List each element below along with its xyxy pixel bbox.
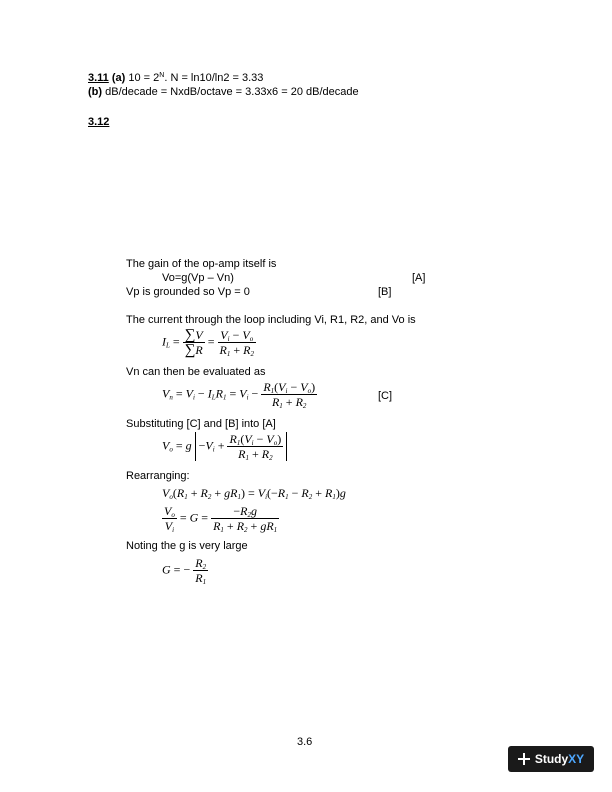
vp-grounded: Vp is grounded so Vp = 0 — [126, 286, 250, 298]
studyxy-badge[interactable] — [508, 746, 594, 772]
part-a-prefix: 10 = 2 — [128, 72, 160, 84]
part-a-rest: . N = ln10/ln2 = 3.33 — [164, 72, 264, 84]
rearranging: Rearranging: — [126, 470, 190, 482]
rearranged-equation: $V_o(R_1 + R_2 + gR_1) = V_i(-R_1 - R_2 + R_1)g$ — [162, 486, 346, 501]
brand-label: StudyXY — [534, 752, 585, 766]
tag-a: [A] — [412, 272, 426, 284]
current-equation: $I_L$ = $\frac{\sum V}{\sum R}$ = $\frac{V_i - V_o}{R_1 + R_2}$ — [162, 327, 254, 358]
problem-number: 3.11 — [88, 72, 109, 84]
vn-intro: Vn can then be evaluated as — [126, 366, 266, 378]
part-b-text: dB/decade = NxdB/octave = 3.33x6 = 20 dB/decade — [105, 86, 359, 98]
gain-equation: Vo=g(Vp – Vn) — [162, 272, 234, 284]
gain-intro: The gain of the op-amp itself is — [126, 258, 277, 270]
problem-3-11-line-a — [88, 72, 263, 84]
page-number: 3.6 — [297, 736, 313, 748]
plus-icon — [518, 753, 530, 765]
substituted-equation: $V_o = g -V_i$ + $\frac{R_1(V_i - V_o)}{R_1 + R_2}$ — [162, 432, 287, 461]
part-a-sup: N — [159, 72, 165, 79]
problem-3-11-line-b — [88, 86, 359, 98]
noting: Noting the g is very large — [126, 540, 248, 552]
gain-G-equation: $\frac{V_o}{V_i}$ = G = $\frac{-R_2g}{R_1 + R_2 + gR_1}$ — [164, 504, 278, 534]
part-a-label: (a) — [111, 72, 126, 84]
current-intro: The current through the loop including Vi, R1, R2, and Vo is — [126, 314, 416, 326]
problem-3-12-number: 3.12 — [88, 116, 110, 128]
tag-c: [C] — [378, 390, 393, 402]
part-b-label: (b) — [88, 86, 103, 98]
tag-b: [B] — [378, 286, 392, 298]
substituting: Substituting [C] and [B] into [A] — [126, 418, 276, 430]
final-gain-equation: G = − $\frac{R_2}{R_1}$ — [162, 556, 207, 586]
vn-equation: $V_n = V_i - I_LR_1 = V_i$ − $\frac{R_1(V_i - V_o)}{R_1 + R_2}$ — [162, 380, 316, 410]
